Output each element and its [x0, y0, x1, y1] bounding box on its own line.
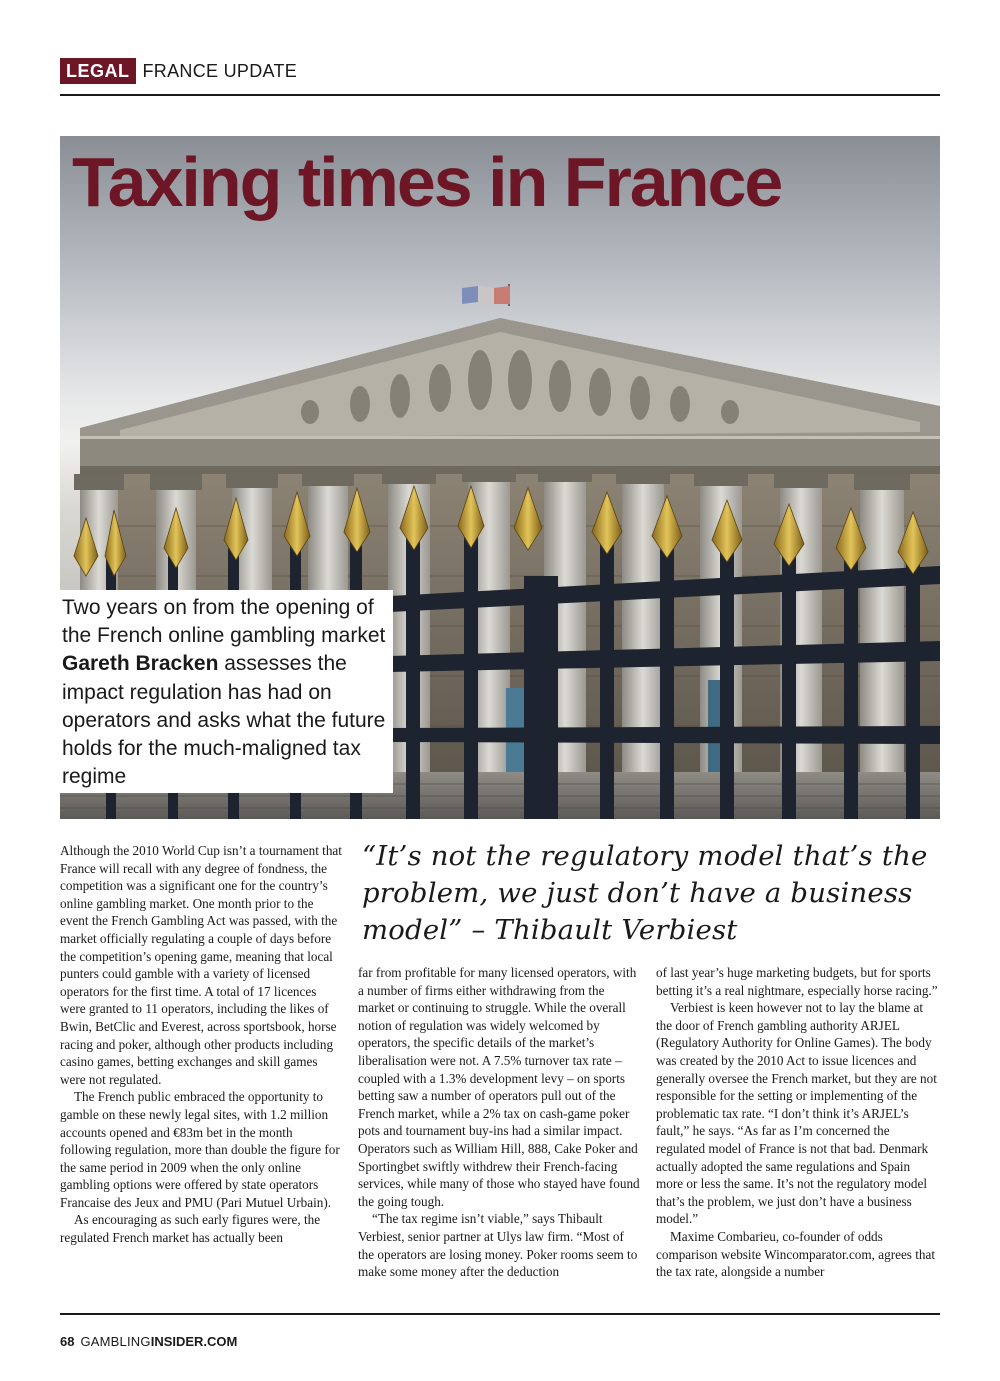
- standfirst-rest: assesses the impact regulation has had on operators and asks what the future holds for the much-maligned tax regime: [62, 652, 386, 789]
- standfirst-text: [60, 590, 393, 791]
- header-rule: [60, 94, 940, 96]
- body-column-1: [60, 842, 343, 1247]
- footer-rule: [60, 1313, 940, 1315]
- paragraph: Although the 2010 World Cup isn’t a tournament that France will recall with any degree of fondness, the competition was a significant one for the country’s online gambling market. One month prior to the event the French Gambling Act was passed, with the market officially regulating a couple of days before the competition’s opening game, meaning that local punters could gamble with a variety of licensed operators for the first time. A total of 17 licences were granted to 11 operators, including the likes of Bwin, BetClic and Everest, across sportsbook, horse racing and poker, although other products including casino games, betting exchanges and skill games were not regulated.: [60, 843, 342, 1087]
- page-footer: [60, 1334, 237, 1349]
- standfirst-box: [60, 590, 393, 793]
- standfirst-lead: Two years on from the opening of the French online gambling market: [62, 596, 386, 648]
- site-name-part2: INSIDER.COM: [150, 1334, 238, 1349]
- paragraph: far from profitable for many licensed operators, with a number of firms either withdrawing from the market or continuing to struggle. While the overall notion of regulation was widely welcomed by operators, the specific details of the market’s liberalisation were not. A 7.5% turnover tax rate – coupled with a 1.3% development levy – on sports betting saw a number of operators pull out of the French market, while a 2% tax on cash-game poker pots and tournament buy-ins had a similar impact. Operators such as William Hill, 888, Cake Poker and Sportingbet swiftly withdrew their French-facing services, while many of those who stayed have found the going tough.: [358, 965, 640, 1209]
- section-label: FRANCE UPDATE: [142, 60, 298, 81]
- paragraph: of last year’s huge marketing budgets, but for sports betting it’s a real nightmare, especially horse racing.”: [656, 965, 938, 998]
- section-badge: LEGAL: [60, 58, 136, 84]
- section-header: [60, 58, 297, 84]
- site-name-part1: GAMBLING: [80, 1334, 151, 1349]
- entablature: [80, 436, 940, 466]
- paragraph: Verbiest is keen however not to lay the blame at the door of French gambling authority ARJEL (Regulatory Authority for Online Games). The body was created by the 2010 Act to issue licences and generally oversee the French market, but they are not responsible for the setting or implementing of the problematic tax rate. “I don’t think it’s ARJEL’s fault,” he says. “As far as I’m concerned the regulated model of France is not that bad. Denmark actually adopted the same regulations and Spain more or less the same. It’s not the regulatory model that’s the problem, we just don’t have a business model.”: [656, 1000, 937, 1227]
- paragraph: Maxime Combarieu, co-founder of odds comparison website Wincomparator.com, agrees that the tax rate, alongside a number: [656, 1228, 936, 1280]
- paragraph: “The tax regime isn’t viable,” says Thibault Verbiest, senior partner at Ulys law firm. “Most of the operators are losing money. Poker rooms seem to make some money after the deduction: [358, 1211, 638, 1280]
- paragraph: As encouraging as such early figures were, the regulated French market has actually been: [60, 1212, 321, 1246]
- page-number: 68: [60, 1334, 75, 1349]
- author-name: Gareth Bracken: [62, 652, 219, 676]
- paragraph: The French public embraced the opportunity to gamble on these newly legal sites, with 1.2 million accounts opened and €83m bet in the month following regulation, more than double the figure for the same period in 2009 when the only online gambling options were offered by state operators Francaise des Jeux and PMU (Pari Mutuel Urbain).: [60, 1089, 340, 1210]
- body-column-2: [358, 964, 641, 1281]
- headline: Taxing times in France: [72, 143, 782, 221]
- body-column-3: [656, 964, 940, 1281]
- pull-quote: “It’s not the regulatory model that’s the problem, we just don’t have a business model” – Thibault Verbiest: [362, 840, 928, 946]
